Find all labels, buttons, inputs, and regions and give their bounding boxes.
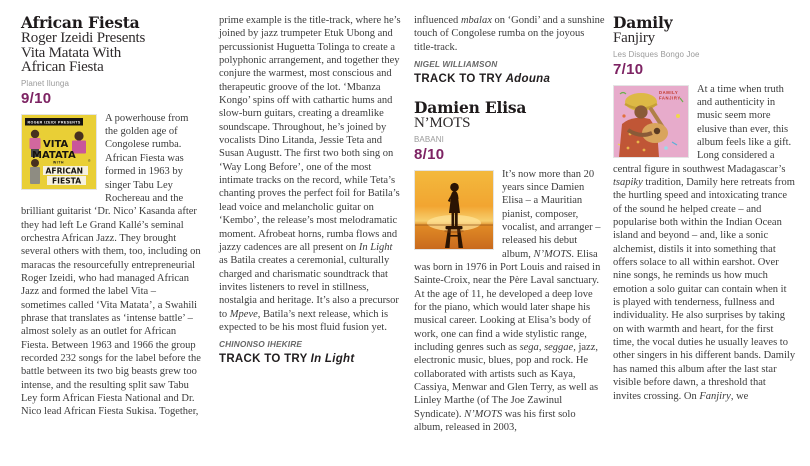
- column-damien-elisa: [414, 14, 605, 435]
- album-title: N’MOTS: [414, 115, 471, 132]
- review-paragraph: influenced mbalax on ‘Gondi’ and a sunshine touch of Congolese rumba on the joyous title-track.: [414, 15, 605, 53]
- rating-badge: 8/10: [414, 145, 445, 163]
- album-art-african-fiesta: [21, 114, 97, 190]
- review-body: [219, 14, 403, 334]
- track-name: In Light: [310, 353, 355, 366]
- record-label: Planet Ilunga: [21, 78, 70, 88]
- cover-with-text: WITH: [53, 160, 65, 165]
- cover-title-line1: VITA: [43, 138, 69, 150]
- album-art-fanjiry-illustration: [614, 86, 688, 157]
- cover-album-text: FANJIRY: [659, 95, 681, 101]
- review-paragraph: A powerhouse from the golden age of Congolese rumba. African Fiesta was formed in 1963 by singer Tabu Ley Rochereau and the brilliant guitarist ‘Dr. Nico’ Kasanda after they had left Le Grand Kallé’s seminal orchestra African Jazz. They brought several others with them, too, including on maracas the resourcefully entrepreneurial Roger Izeidi, who had managed African Jazz and formed the label Vita – sometimes called ‘Vita Matata’, a Swahili phrase that translates as ‘intense battle’ – almost solely as an outlet for African Fiesta. Between 1963 and 1966 the group recorded 232 songs for the label before the battle between its two big beasts grew too intense, and the resulting split saw Tabu Ley form African Fiesta National and Dr. Nico lead African Fiesta Sukisa. Together,: [21, 112, 201, 418]
- review-paragraph: At a time when truth and authenticity in music seem more elusive than ever, this album feels like a gift. Long considered a central figure in southwest Madagascar’s tsapiky tradition, Damily here retreats from the hurtling speed and intoxicating trance of the sound he helped create – and popularise both within the Indian Ocean island and beyond – and, like a sonic alchemist, distils it into something that offers solace to all within earshot. Over nine songs, he reminds us how much emotion a solo guitar can contain when it is played with tenderness, fullness and individuality. He also surprises by taking on with warmth and heart, for the first time, the vocal duties he usually leaves to other singers in his different bands. Damily has named this album after the last star visible before dawn, a threshold that invites crossing. On Fanjiry, we: [613, 83, 796, 402]
- track-to-try-label: TRACK TO TRY: [414, 73, 503, 86]
- review-paragraph: prime example is the title-track, where he’s joined by jazz trumpeter Etuk Ubong and percussionist Huguetta Tolinga to create a polyphonic arrangement, and together they conjure the warmest, most conscious and therapeutic groove of the lot. ‘Mbanza Kongo’ spins off with cathartic hums and slow-burn guitars, creating a dreamlike soundscape. Throughout, he’s joined by vocalists Dino Litanda, Jessie Teta and Susan Augustt. The first two both sing on ‘Way Long Before’, one of the most intimate tracks on the record, while Teta’s chanting proves the perfect foil for Batila’s lead voice and melancholic guitar on ‘Kembo’, the release’s most melodramatic moment. Afrobeat horns, rumba flows and jazzy cadences are all present on In Light as Batila creates a ceremonial, culturally charged and charismatic soundtrack that invites listeners to revel in stillness, nostalgia and heritage. It’s also a precursor to Mpeve, Batila’s next release, which is expected to be his most fluid fusion yet.: [219, 15, 401, 333]
- album-title: [21, 31, 203, 75]
- cover-band-line2: FIESTA: [52, 176, 82, 186]
- reviewer-byline: CHINONSO IHEKIRE: [219, 339, 303, 350]
- album-title-line: Roger Izeidi Presents: [21, 30, 146, 46]
- cover-registered-mark: ®: [88, 158, 91, 163]
- review-body: [414, 168, 605, 435]
- rating-badge: 7/10: [613, 60, 644, 78]
- record-label: BABANI: [414, 134, 444, 144]
- reviewer-byline: NIGEL WILLIAMSON: [414, 59, 498, 70]
- track-to-try-label: TRACK TO TRY: [219, 353, 308, 366]
- track-name: Adouna: [505, 73, 551, 86]
- record-label: Les Disques Bongo Joe: [613, 49, 700, 59]
- column-damily: [613, 14, 796, 403]
- album-title: Fanjiry: [613, 30, 655, 46]
- review-body: [414, 14, 605, 54]
- album-title-line: Vita Matata With: [21, 44, 121, 61]
- cover-artist-text: DAMILY: [659, 89, 679, 95]
- artist-name: Damien Elisa: [414, 98, 527, 118]
- artist-name: African Fiesta: [21, 13, 140, 32]
- album-art-nmots: [414, 170, 494, 250]
- album-art-fanjiry: [613, 85, 689, 158]
- track-to-try: [219, 352, 403, 366]
- rating-badge: 9/10: [21, 89, 52, 107]
- column-in-light-continuation: [219, 14, 403, 366]
- review-header-damien-elisa: [414, 99, 605, 163]
- review-body: [613, 83, 796, 403]
- track-to-try: [414, 72, 605, 86]
- cover-presents-text: ROGER IZEIDI PRESENTS: [27, 120, 81, 125]
- column-african-fiesta: [21, 14, 203, 419]
- album-art-nmots-illustration: [415, 171, 493, 249]
- artist-name: Damily: [613, 13, 673, 32]
- album-art-african-fiesta-illustration: [22, 115, 96, 189]
- album-title-line: African Fiesta: [21, 59, 104, 76]
- review-body: [21, 112, 203, 419]
- review-paragraph: It’s now more than 20 years since Damien Elisa – a Mauritian pianist, composer, vocalist, and arranger – released his debut album, N’MOTS. Elisa was born in 1976 in Port Louis and raised in Sainte-Croix, near the Père Laval sanctuary. At the age of 11, he developed a deep love for the piano, which would later shape his musical career. Looking at Elisa’s body of work, one can find a wide stylistic range, including genres such as sega, seggae, jazz, electronic music, blues, pop and rock. He collaborated with artists such as Kaya, Cassiya, Menwar and Glen Terry, as well as Linley Marthe (of The Joe Zawinul Syndicate). N’MOTS was his first solo album, released in 2003,: [414, 168, 601, 434]
- cover-band-line1: AFRICAN: [45, 166, 84, 176]
- cover-title-line2: MATATA: [32, 149, 76, 161]
